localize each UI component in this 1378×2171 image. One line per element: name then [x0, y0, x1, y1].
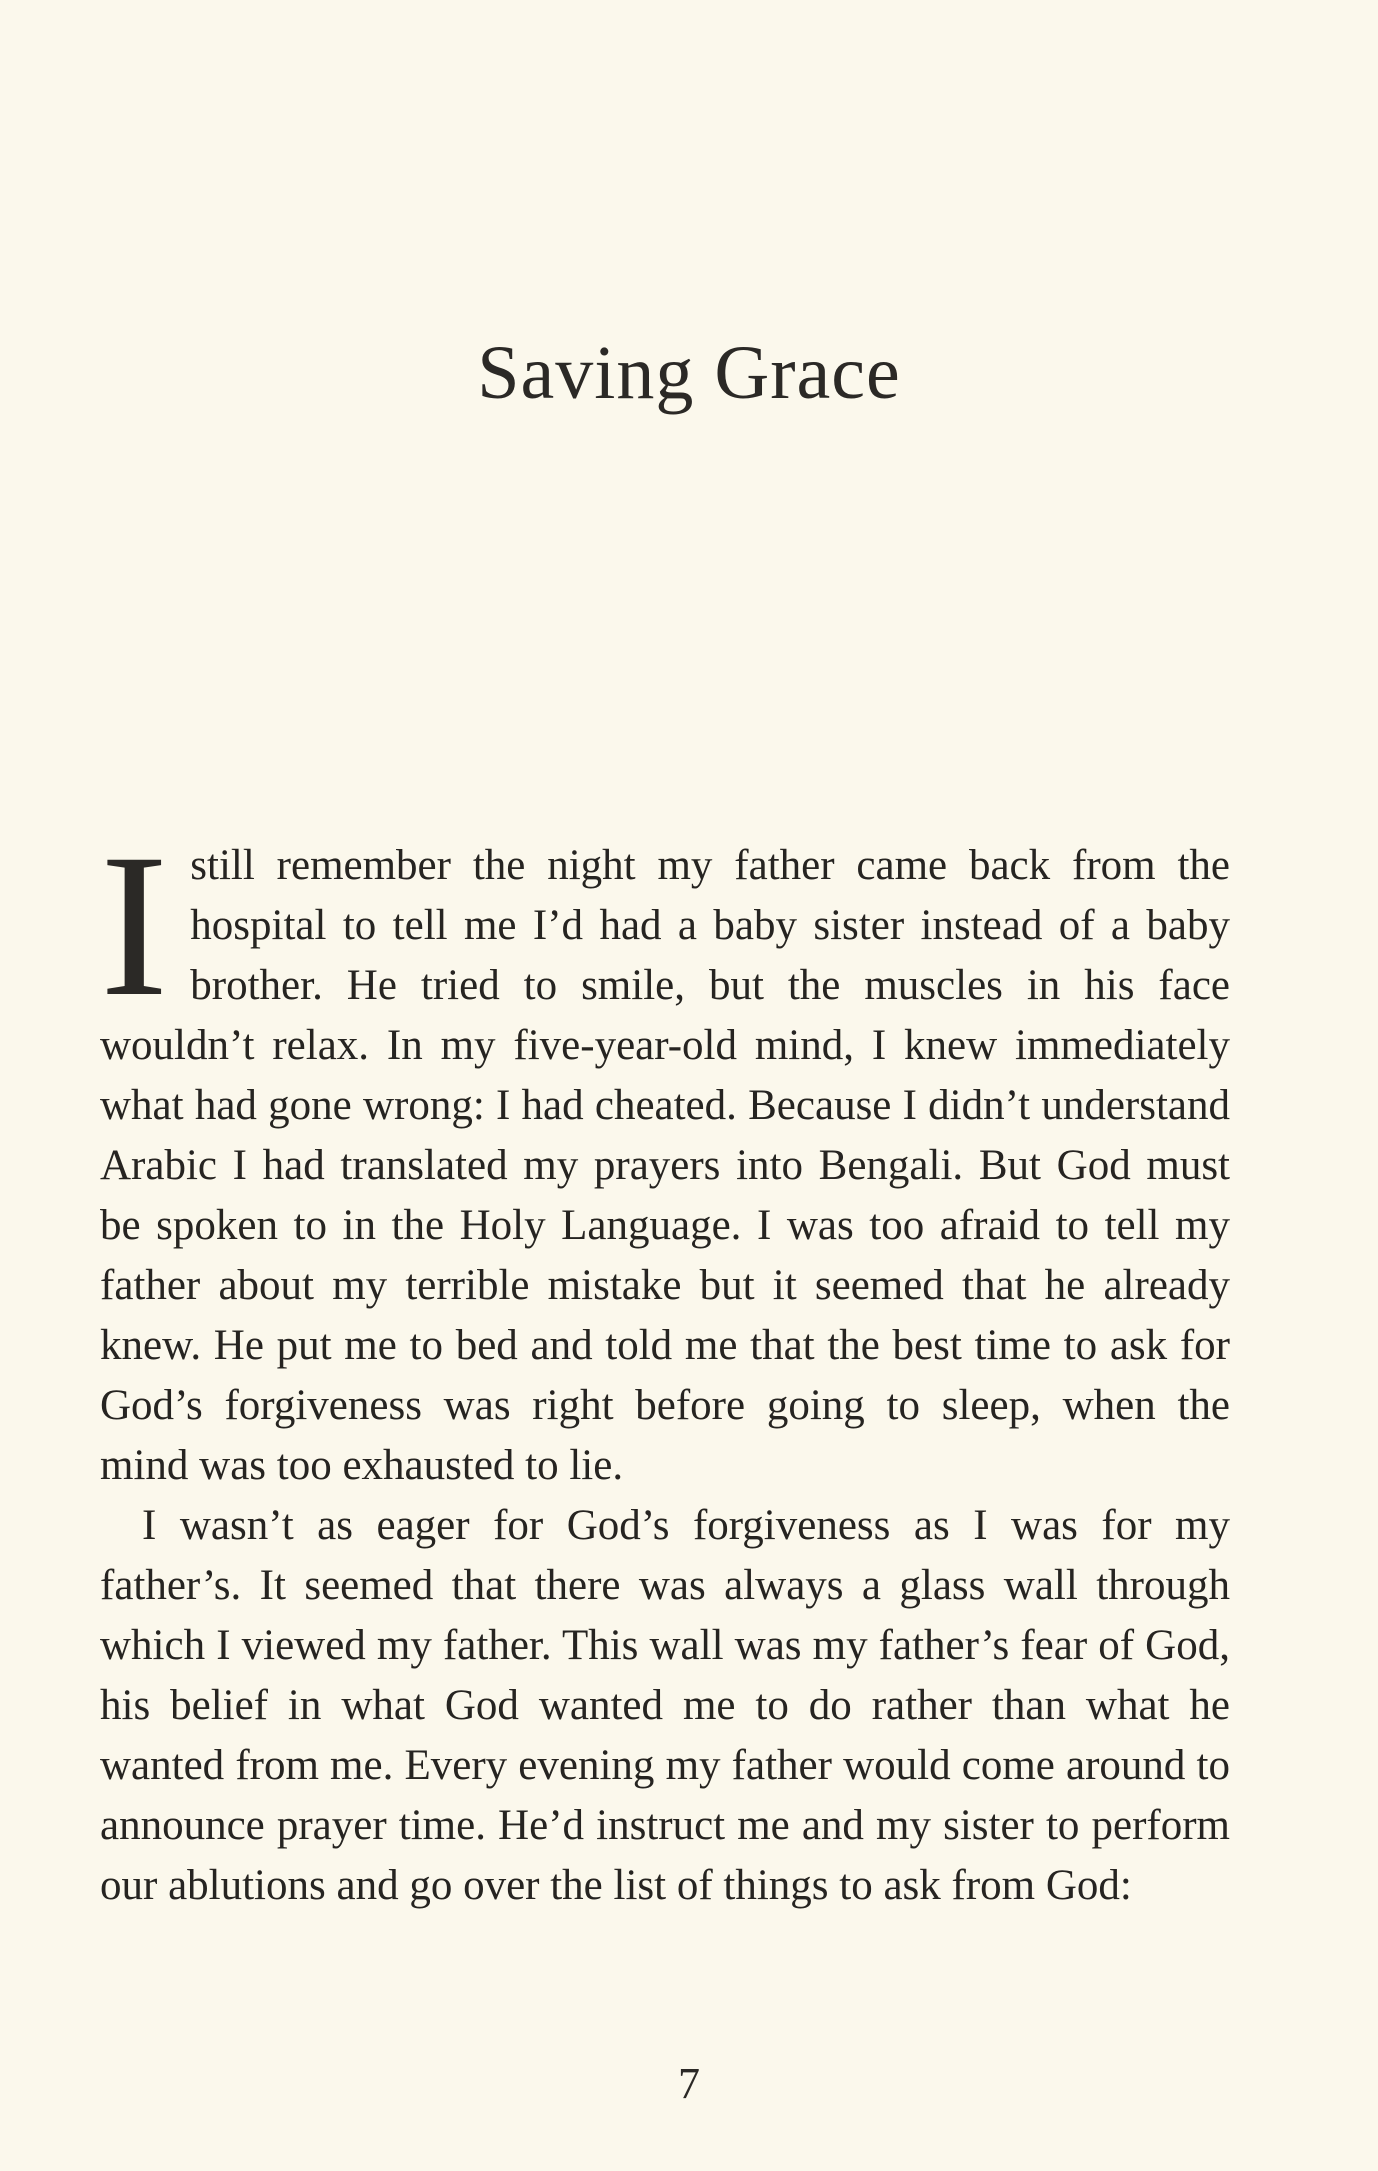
paragraph-2: I wasn’t as eager for God’s forgiveness as I was for my father’s. It seemed that there was always a glass wall through which I viewed my father. This wall was my father’s fear of God, his belief in what God wanted me to do rather than what he wanted from me. Every evening my father would come around to announce prayer time. He’d instruct me and my sister to perform our ablutions and go over the list of things to ask from God:: [100, 1502, 1230, 1909]
body-text: [100, 812, 1230, 1916]
paragraph-1-text: still remember the night my father came back from the hospital to tell me I’d had a baby sister instead of a baby brother. He tried to smile, but the muscles in his face wouldn’t relax. In my five-year-old mind, I knew immediately what had gone wrong: I had cheated. Because I didn’t understand Arabic I had translated my prayers into Bengali. But God must be spoken to in the Holy Language. I was too afraid to tell my father about my terrible mistake but it seemed that he already knew. He put me to bed and told me that the best time to ask for God’s forgiveness was right before going to sleep, when the mind was too exhausted to lie.: [100, 842, 1230, 1489]
page-number: 7: [678, 2059, 700, 2108]
chapter-title: Saving Grace: [477, 331, 901, 415]
paragraph-1: [100, 812, 1230, 1496]
drop-cap-letter: I: [100, 812, 169, 1039]
